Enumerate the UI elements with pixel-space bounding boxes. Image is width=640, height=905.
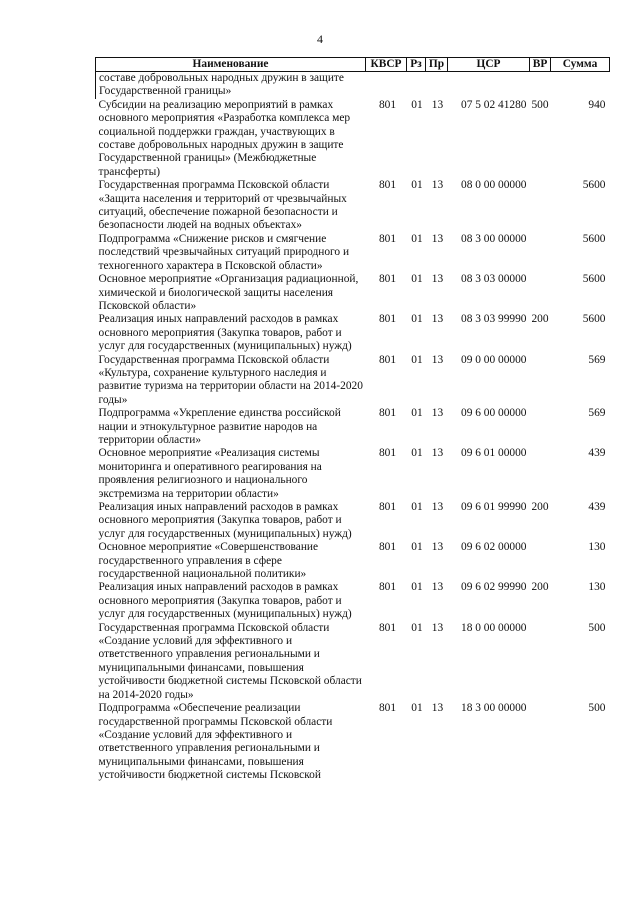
header-kvsr: КВСР bbox=[366, 58, 407, 72]
row-kvsr: 801 bbox=[378, 581, 397, 594]
row-pr: 13 bbox=[431, 581, 444, 594]
table-row bbox=[96, 313, 610, 353]
table-row bbox=[96, 541, 610, 581]
row-name: Основное мероприятие «Организация радиационной, химической и биологической защиты населения Псковской области» bbox=[98, 273, 359, 312]
row-kvsr: 801 bbox=[378, 179, 397, 192]
row-name: Подпрограмма «Укрепление единства российской нации и этнокультурное развитие народов на территории области» bbox=[98, 407, 341, 446]
page-number: 4 bbox=[317, 32, 323, 46]
row-pr: 13 bbox=[431, 232, 444, 245]
row-name: Основное мероприятие «Реализация системы мониторинга и оперативного реагирования на проявления религиозного и национального экстремизма на территории области» bbox=[98, 447, 322, 500]
table-row bbox=[96, 581, 610, 621]
table-row bbox=[96, 447, 610, 501]
header-vr: ВР bbox=[530, 58, 551, 72]
row-sum: 500 bbox=[588, 702, 606, 715]
table-row bbox=[96, 407, 610, 447]
row-rz: 01 bbox=[411, 541, 423, 554]
row-sum: 5600 bbox=[582, 273, 606, 286]
row-csr: 09 0 00 00000 bbox=[461, 353, 527, 366]
row-sum: 500 bbox=[588, 621, 606, 634]
row-name: Субсидии на реализацию мероприятий в рамках основного мероприятия «Разработка комплекса мер социальной поддержки граждан, участвующих в составе добровольных народных дружин в защите Государственной границы» (Межбюджетные трансферты) bbox=[98, 98, 351, 178]
row-rz: 01 bbox=[411, 98, 423, 111]
row-name: Подпрограмма «Снижение рисков и смягчение последствий чрезвычайных ситуаций природного и техногенного характера в Псковской области» bbox=[98, 232, 350, 272]
row-kvsr: 801 bbox=[378, 232, 397, 245]
budget-table bbox=[95, 57, 610, 783]
row-rz: 01 bbox=[411, 581, 423, 594]
row-csr: 09 6 02 00000 bbox=[461, 541, 527, 554]
row-rz: 01 bbox=[411, 179, 423, 192]
row-csr: 09 6 02 99990 bbox=[461, 581, 527, 594]
row-pr: 13 bbox=[431, 179, 444, 192]
row-name: Основное мероприятие «Совершенствование государственного управления в сфере государственной национальной политики» bbox=[98, 541, 319, 581]
row-rz: 01 bbox=[411, 232, 423, 245]
row-pr: 13 bbox=[431, 407, 444, 420]
header-pr: Пр bbox=[426, 58, 448, 72]
row-kvsr: 801 bbox=[378, 98, 397, 111]
header-rz: Рз bbox=[407, 58, 426, 72]
continuation-text: составе добровольных народных дружин в защите Государственной границы» bbox=[96, 72, 366, 99]
row-vr bbox=[530, 273, 551, 313]
row-rz: 01 bbox=[411, 353, 423, 366]
row-vr: 500 bbox=[531, 98, 549, 111]
row-name: Реализация иных направлений расходов в рамках основного мероприятия (Закупка товаров, работ и услуг для государственных (муниципальных) нужд) bbox=[98, 581, 352, 621]
row-csr: 08 3 00 00000 bbox=[461, 232, 527, 245]
row-kvsr: 801 bbox=[378, 407, 397, 420]
row-name: Государственная программа Псковской области «Защита населения и территорий от чрезвычайных ситуаций, обеспечение пожарной безопасности и безопасности людей на водных объектах» bbox=[98, 179, 347, 232]
row-kvsr: 801 bbox=[378, 541, 397, 554]
row-pr: 13 bbox=[431, 702, 444, 715]
table-row bbox=[96, 702, 610, 782]
row-vr bbox=[530, 447, 551, 501]
row-rz: 01 bbox=[411, 447, 423, 460]
row-name: Реализация иных направлений расходов в рамках основного мероприятия (Закупка товаров, работ и услуг для государственных (муниципальных) нужд) bbox=[98, 501, 352, 540]
row-vr bbox=[530, 702, 551, 782]
table-row bbox=[96, 622, 610, 702]
row-vr: 200 bbox=[531, 581, 549, 594]
row-kvsr: 801 bbox=[378, 702, 397, 715]
row-name: Реализация иных направлений расходов в рамках основного мероприятия (Закупка товаров, работ и услуг для государственных (муниципальных) нужд) bbox=[98, 313, 352, 353]
row-vr bbox=[530, 622, 551, 702]
row-rz: 01 bbox=[411, 501, 423, 513]
row-csr: 18 3 00 00000 bbox=[461, 702, 527, 715]
row-csr: 07 5 02 41280 bbox=[461, 98, 527, 111]
row-vr: 200 bbox=[531, 501, 549, 513]
row-sum: 940 bbox=[588, 98, 606, 111]
header-name: Наименование bbox=[96, 58, 366, 72]
row-rz: 01 bbox=[411, 621, 423, 634]
row-csr: 08 0 00 00000 bbox=[461, 179, 527, 192]
row-vr bbox=[530, 354, 551, 408]
row-csr: 18 0 00 00000 bbox=[461, 621, 527, 634]
row-sum: 5600 bbox=[582, 232, 606, 245]
row-pr: 13 bbox=[431, 273, 444, 286]
table-row bbox=[96, 354, 610, 408]
row-rz: 01 bbox=[411, 702, 423, 715]
row-vr bbox=[530, 179, 551, 233]
row-name: Государственная программа Псковской области «Культура, сохранение культурного наследия и развитие туризма на территории области на 2014-2020 годы» bbox=[98, 353, 363, 406]
table-header-row bbox=[96, 58, 610, 72]
row-kvsr: 801 bbox=[378, 621, 397, 634]
row-kvsr: 801 bbox=[378, 501, 397, 513]
header-sum: Сумма bbox=[551, 58, 610, 72]
row-sum: 130 bbox=[588, 581, 606, 594]
row-vr bbox=[530, 541, 551, 581]
row-vr bbox=[530, 233, 551, 273]
row-sum: 439 bbox=[588, 501, 606, 513]
table-row bbox=[96, 233, 610, 273]
row-sum: 569 bbox=[588, 407, 606, 420]
row-sum: 5600 bbox=[582, 179, 606, 192]
row-pr: 13 bbox=[431, 353, 444, 366]
row-csr: 09 6 01 99990 bbox=[461, 501, 527, 513]
row-pr: 13 bbox=[431, 501, 444, 513]
row-sum: 130 bbox=[588, 541, 606, 554]
row-vr: 200 bbox=[531, 313, 549, 326]
row-kvsr: 801 bbox=[378, 273, 397, 286]
row-rz: 01 bbox=[411, 273, 423, 286]
row-kvsr: 801 bbox=[378, 353, 397, 366]
row-csr: 08 3 03 00000 bbox=[461, 273, 527, 286]
row-vr bbox=[530, 407, 551, 447]
table-row bbox=[96, 99, 610, 179]
row-csr: 08 3 03 99990 bbox=[461, 313, 527, 326]
row-pr: 13 bbox=[431, 447, 444, 460]
row-pr: 13 bbox=[431, 313, 444, 326]
table-row bbox=[96, 501, 610, 541]
row-rz: 01 bbox=[411, 407, 423, 420]
row-sum: 5600 bbox=[582, 313, 606, 326]
header-csr: ЦСР bbox=[448, 58, 530, 72]
row-pr: 13 bbox=[431, 541, 444, 554]
row-name: Государственная программа Псковской области «Создание условий для эффективного и ответственного управления региональными и муниципальными финансами, повышения устойчивости бюджетной системы Псковской области на 2014-2020 годы» bbox=[98, 621, 362, 701]
row-kvsr: 801 bbox=[378, 447, 397, 460]
continuation-row bbox=[96, 72, 610, 99]
row-rz: 01 bbox=[411, 313, 423, 326]
row-csr: 09 6 01 00000 bbox=[461, 447, 527, 460]
row-pr: 13 bbox=[431, 98, 444, 111]
row-pr: 13 bbox=[431, 621, 444, 634]
row-kvsr: 801 bbox=[378, 313, 397, 326]
row-csr: 09 6 00 00000 bbox=[461, 407, 527, 420]
row-name: Подпрограмма «Обеспечение реализации государственной программы Псковской области «Создание условий для эффективного и ответственного управления региональными и муниципальными финансами, повышения устойчивости бюджетной системы Псковской bbox=[98, 702, 333, 782]
row-sum: 439 bbox=[588, 447, 606, 460]
table-row bbox=[96, 179, 610, 233]
table-row bbox=[96, 273, 610, 313]
row-sum: 569 bbox=[588, 353, 606, 366]
